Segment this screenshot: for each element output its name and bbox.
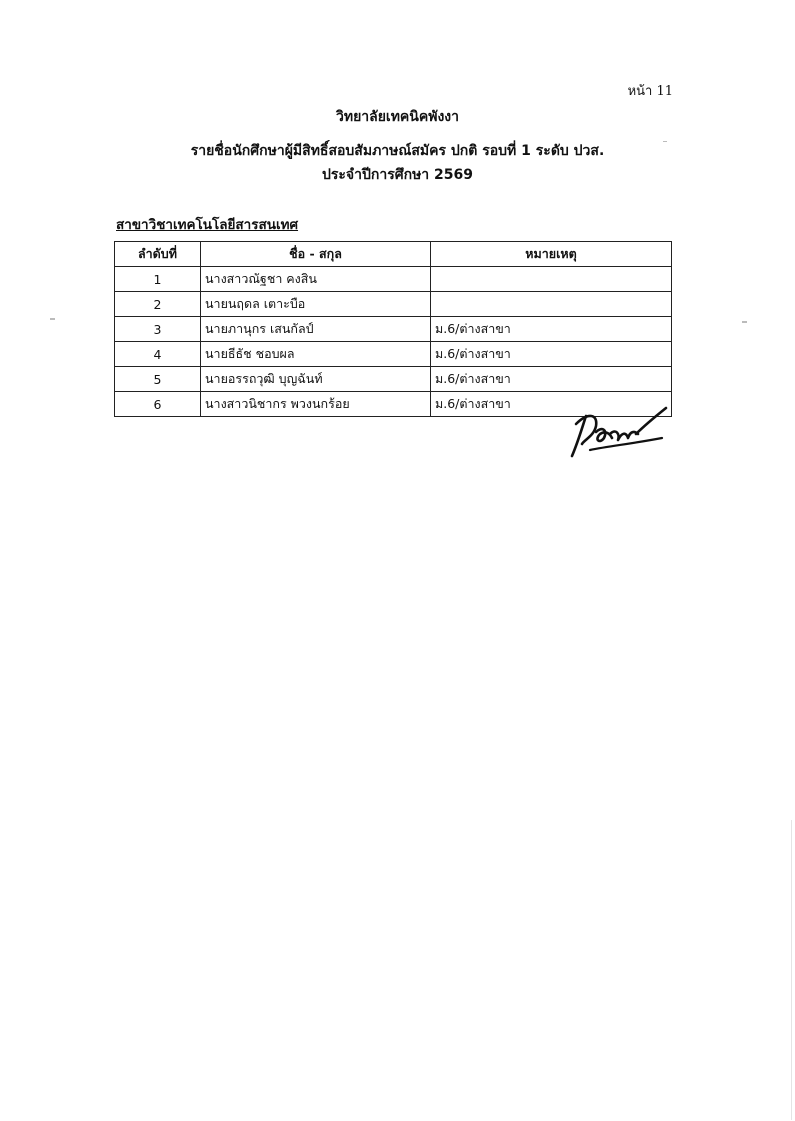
- table-row: [115, 342, 672, 367]
- program-name: สาขาวิชาเทคโนโลยีสารสนเทศ: [116, 217, 299, 233]
- scan-dot: [742, 321, 747, 323]
- scan-dot: [50, 318, 55, 320]
- scan-dot: [663, 141, 667, 142]
- row-number: 4: [115, 342, 201, 367]
- column-header-number: ลำดับที่: [115, 242, 201, 267]
- roster-table: [114, 241, 672, 417]
- row-remark: [431, 267, 672, 292]
- row-number: 3: [115, 317, 201, 342]
- table-header-row: [115, 242, 672, 267]
- table-row: [115, 292, 672, 317]
- row-remark: ม.6/ต่างสาขา: [431, 342, 672, 367]
- row-number: 1: [115, 267, 201, 292]
- table-row: [115, 267, 672, 292]
- announcement-title: รายชื่อนักศึกษาผู้มีสิทธิ์สอบสัมภาษณ์สมัคร ปกติ รอบที่ 1 ระดับ ปวส.: [190, 143, 605, 159]
- row-number: 5: [115, 367, 201, 392]
- row-remark: [431, 292, 672, 317]
- row-name: นายภานุกร เสนกัลป์: [201, 317, 431, 342]
- row-number: 6: [115, 392, 201, 417]
- academic-year: ประจำปีการศึกษา 2569: [321, 167, 474, 183]
- handwritten-signature: [566, 404, 670, 462]
- row-name: นายธีธัช ชอบผล: [201, 342, 431, 367]
- institution-title: วิทยาลัยเทคนิคพังงา: [335, 109, 459, 125]
- row-name: นางสาวนิชากร พวงนกร้อย: [201, 392, 431, 417]
- column-header-name: ชื่อ - สกุล: [201, 242, 431, 267]
- row-name: นางสาวณัฐชา คงสิน: [201, 267, 431, 292]
- scan-edge-line: [791, 820, 792, 1120]
- row-remark: ม.6/ต่างสาขา: [431, 317, 672, 342]
- table-row: [115, 317, 672, 342]
- column-header-remark: หมายเหตุ: [431, 242, 672, 267]
- row-remark: ม.6/ต่างสาขา: [431, 367, 672, 392]
- row-remark: ม.6/ต่างสาขา: [431, 392, 672, 417]
- page-number: หน้า 11: [627, 84, 673, 99]
- row-name: นายนฤดล เตาะบือ: [201, 292, 431, 317]
- table-row: [115, 367, 672, 392]
- row-name: นายอรรถวุฒิ บุญฉันท์: [201, 367, 431, 392]
- row-number: 2: [115, 292, 201, 317]
